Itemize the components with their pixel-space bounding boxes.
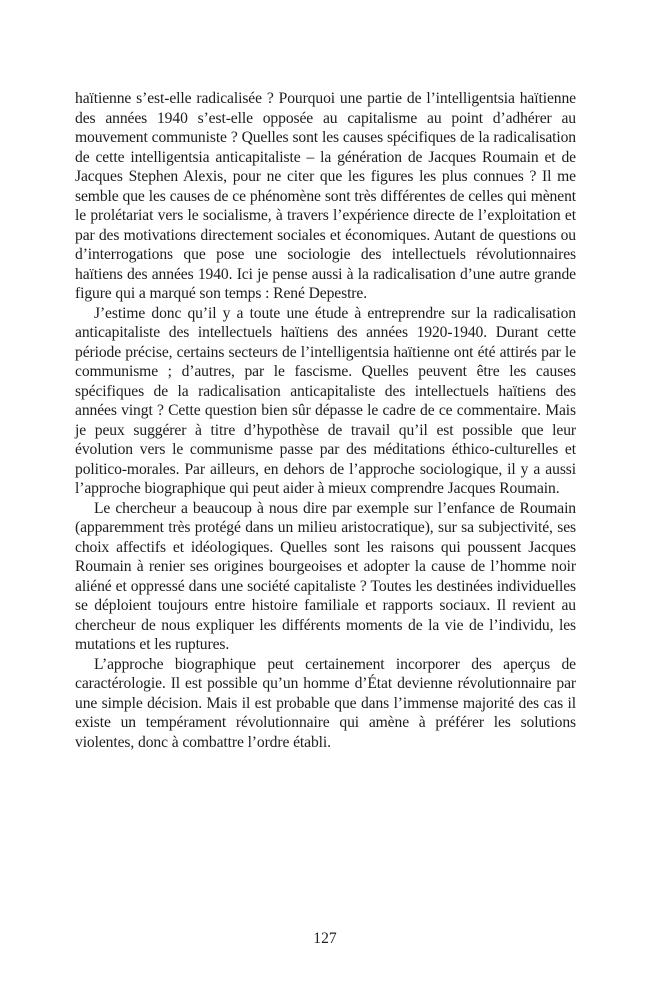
paragraph: Le chercheur a beaucoup à nous dire par exemple sur l’enfance de Roumain (apparemment très protégé dans un milieu aristocratique), sur sa subjectivité, ses choix affectifs et idéologiques. Quelles sont les raisons qui poussent Jacques Roumain à renier ses origines bourgeoises et adopter la cause de l’homme noir aliéné et oppressé dans une société capitaliste ? Toutes les destinées individuelles se déploient toujours entre histoire familiale et rapports sociaux. Il revient au chercheur de nous expliquer les différents moments de la vie de l’individu, les mutations et les ruptures. — [75, 499, 576, 653]
paragraph-continuation: haïtienne s’est-elle radicalisée ? Pourquoi une partie de l’intelligentsia haïtienne des années 1940 s’est-elle opposée au capitalisme au point d’adhérer au mouvement communiste ? Quelles sont les causes spécifiques de la radicalisation de cette intelligentsia anticapitaliste – la génération de Jacques Roumain et de Jacques Stephen Alexis, pour ne citer que les figures les plus connues ? Il me semble que les causes de ce phénomène sont très différentes de celles qui mènent le prolétariat vers le socialisme, à travers l’expérience directe de l’exploitation et par des motivations directement sociales et économiques. Autant de questions ou d’interrogations que pose une sociologie des intellectuels révolutionnaires haïtiens des années 1940. Ici je pense aussi à la radicalisation d’une autre grande figure qui a marqué son temps : René Depestre. — [75, 90, 576, 302]
paragraph: J’estime donc qu’il y a toute une étude à entreprendre sur la radicalisation anticapitaliste des intellectuels haïtiens des années 1920-1940. Durant cette période précise, certains secteurs de l’intelligentsia haïtienne ont été attirés par le communisme ; d’autres, par le fascisme. Quelles peuvent être les causes spécifiques de la radicalisation anticapitaliste des intellectuels haïtiens des années vingt ? Cette question bien sûr dépasse le cadre de ce commentaire. Mais je peux suggérer à titre d’hypothèse de travail qu’il est possible que leur évolution vers le communisme passe par des méditations éthico-culturelles et politico-morales. Par ailleurs, en dehors de l’approche sociologique, il y a aussi l’approche biographique qui peut aider à mieux comprendre Jacques Roumain. — [75, 304, 576, 497]
page-number: 127 — [313, 930, 337, 947]
paragraph: L’approche biographique peut certainement incorporer des aperçus de caractérologie. Il est possible qu’un homme d’État devienne révolutionnaire par une simple décision. Mais il est probable que dans l’immense majorité des cas il existe un tempérament révolutionnaire qui amène à préférer les solutions violentes, donc à combattre l’ordre établi. — [75, 655, 576, 751]
body-text — [75, 89, 576, 752]
